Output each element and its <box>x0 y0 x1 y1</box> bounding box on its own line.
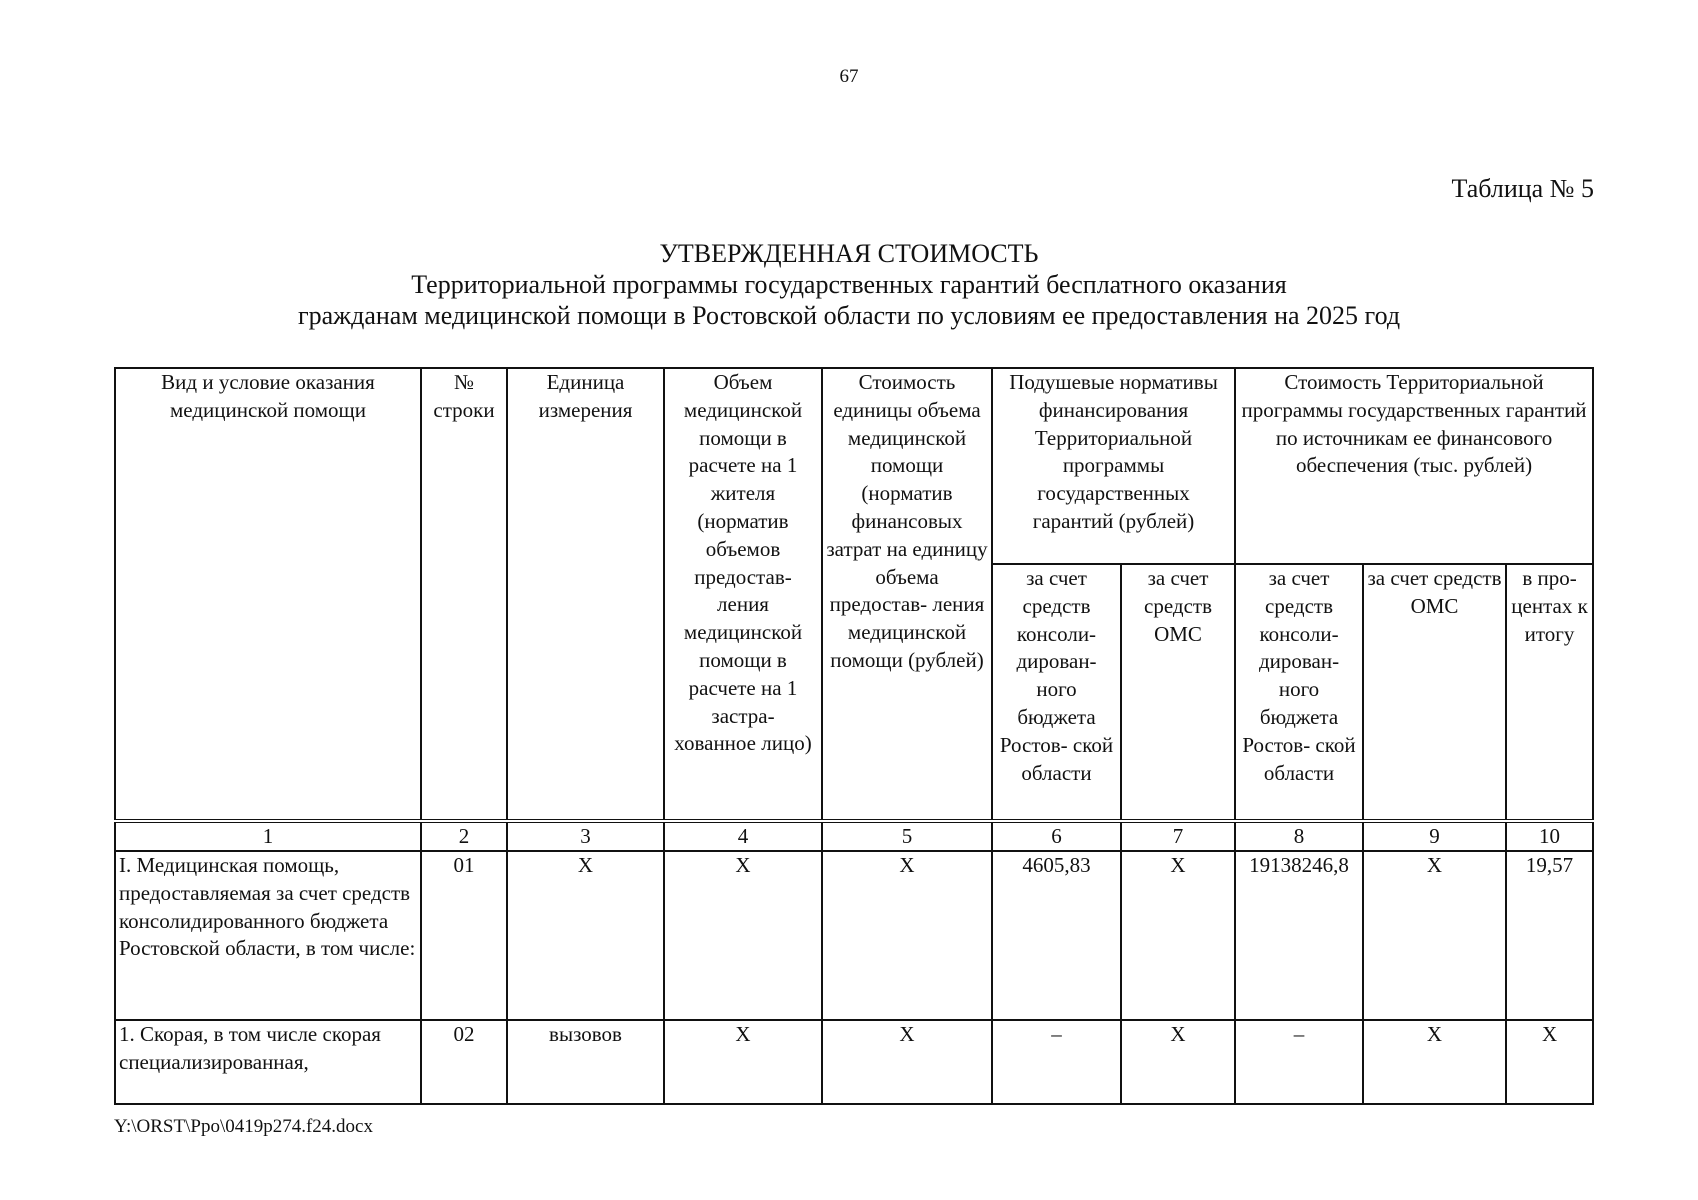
header-unit-cost: Стоимость единицы объема медицинской помощи (норматив финансовых затрат на единицу объема предостав- ления медицинской помощи (рублей) <box>822 368 992 821</box>
table-label: Таблица № 5 <box>1451 174 1594 203</box>
row-percent: 19,57 <box>1506 851 1593 1020</box>
page-number: 67 <box>839 66 859 87</box>
table-row <box>115 1020 1593 1104</box>
header-pc-oms: за счет средств ОМС <box>1121 564 1235 821</box>
row-unit: вызовов <box>507 1020 664 1104</box>
header-unit: Единица измерения <box>507 368 664 821</box>
row-line-number: 01 <box>421 851 507 1020</box>
header-volume: Объем медицинской помощи в расчете на 1 жителя (норматив объемов предостав- ления медицинской помощи в расчете на 1 застра- хованное лицо) <box>664 368 822 821</box>
title-line-1: УТВЕРЖДЕННАЯ СТОИМОСТЬ <box>659 239 1039 268</box>
row-percent: X <box>1506 1020 1593 1104</box>
row-volume: X <box>664 851 822 1020</box>
row-name: 1. Скорая, в том числе скорая специализированная, <box>115 1020 421 1104</box>
header-cost-budget: за счет средств консоли- дирован- ного бюджета Ростов- ской области <box>1235 564 1363 821</box>
column-number-row <box>115 821 1593 851</box>
table-row <box>115 851 1593 1020</box>
column-number: 10 <box>1506 821 1593 851</box>
title-line-2: Территориальной программы государственных гарантий бесплатного оказания <box>411 270 1287 299</box>
header-pc-budget: за счет средств консоли- дирован- ного бюджета Ростов- ской области <box>992 564 1121 821</box>
column-number: 5 <box>822 821 992 851</box>
title-line-3: гражданам медицинской помощи в Ростовской области по условиям ее предоставления на 2025 год <box>297 301 1401 330</box>
column-number: 9 <box>1363 821 1506 851</box>
footer-file-path: Y:\ORST\Ppo\0419p274.f24.docx <box>114 1116 373 1137</box>
column-number: 8 <box>1235 821 1363 851</box>
header-care-type: Вид и условие оказания медицинской помощи <box>115 368 421 821</box>
row-pc-oms: X <box>1121 1020 1235 1104</box>
row-volume: X <box>664 1020 822 1104</box>
header-line-number: № строки <box>421 368 507 821</box>
header-cost-oms: за счет средств ОМС <box>1363 564 1506 821</box>
column-number: 4 <box>664 821 822 851</box>
row-pc-budget: – <box>992 1020 1121 1104</box>
row-cost-budget: 19138246,8 <box>1235 851 1363 1020</box>
row-pc-budget: 4605,83 <box>992 851 1121 1020</box>
row-unit-cost: X <box>822 1020 992 1104</box>
row-line-number: 02 <box>421 1020 507 1104</box>
row-unit-cost: X <box>822 851 992 1020</box>
column-number: 2 <box>421 821 507 851</box>
header-program-cost-group: Стоимость Территориальной программы государственных гарантий по источникам ее финансового обеспечения (тыс. рублей) <box>1235 368 1593 564</box>
row-unit: X <box>507 851 664 1020</box>
row-pc-oms: X <box>1121 851 1235 1020</box>
column-number: 3 <box>507 821 664 851</box>
column-number: 7 <box>1121 821 1235 851</box>
row-cost-budget: – <box>1235 1020 1363 1104</box>
column-number: 6 <box>992 821 1121 851</box>
header-percent: в про- центах к итогу <box>1506 564 1593 821</box>
column-number: 1 <box>115 821 421 851</box>
header-per-capita-group: Подушевые нормативы финансирования Территориальной программы государственных гарантий (рублей) <box>992 368 1235 564</box>
cost-table <box>114 367 1594 1105</box>
row-cost-oms: X <box>1363 851 1506 1020</box>
row-cost-oms: X <box>1363 1020 1506 1104</box>
document-title <box>0 238 1698 331</box>
row-name: I. Медицинская помощь, предоставляемая за счет средств консолидированного бюджета Ростовской области, в том числе: <box>115 851 421 1020</box>
